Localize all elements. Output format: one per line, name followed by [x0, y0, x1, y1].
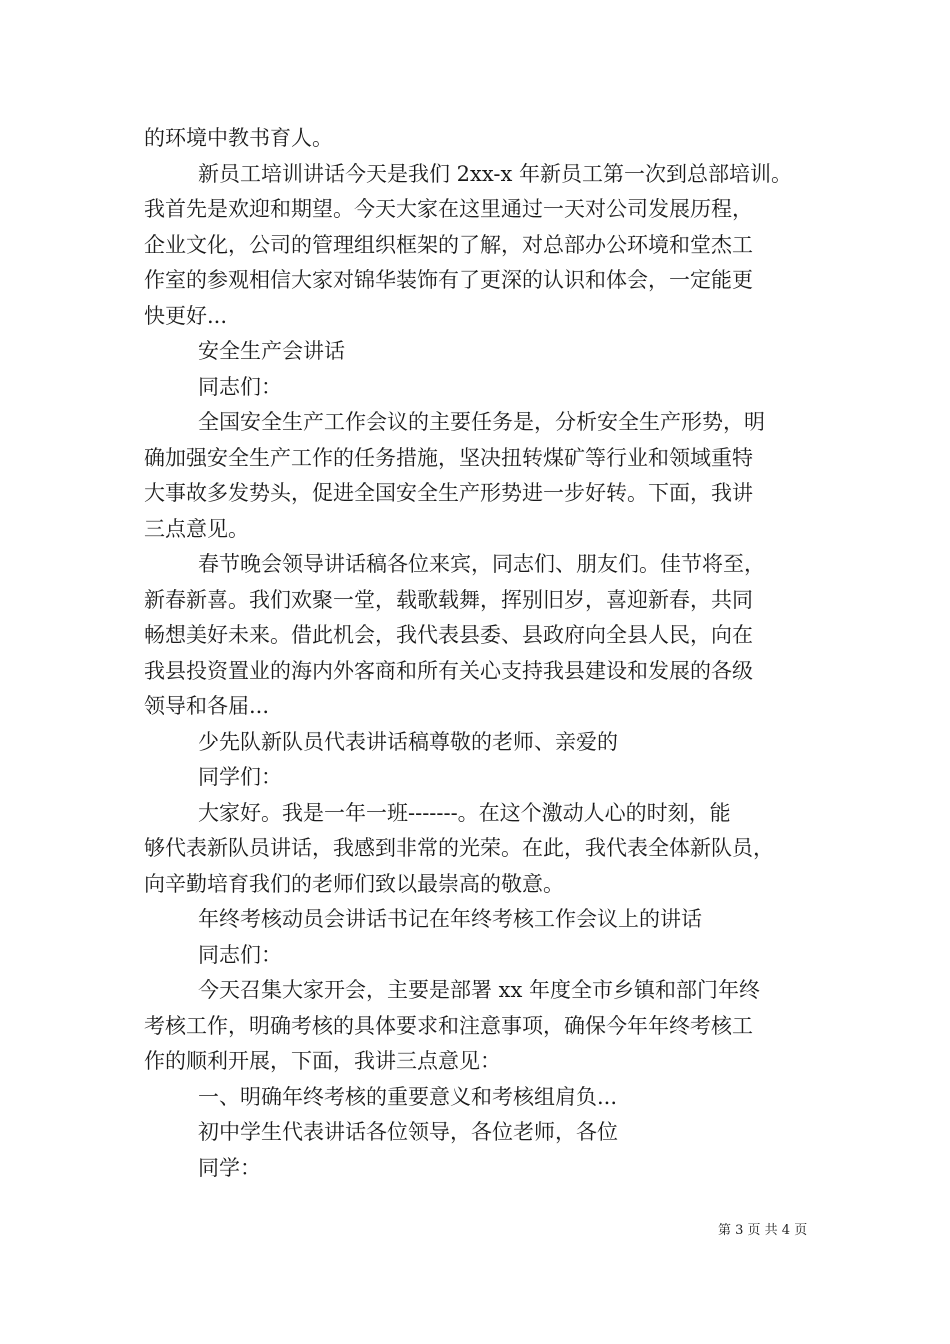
text-line: 作的顺利开展，下面，我讲三点意见：	[144, 1049, 501, 1073]
text-line: 考核工作，明确考核的具体要求和注意事项，确保今年年终考核工	[144, 1013, 753, 1038]
text-line: 作室的参观相信大家对锦华装饰有了更深的认识和体会，一定能更	[144, 268, 753, 292]
text-line: 领导和各届...	[144, 694, 270, 718]
text-line: 企业文化，公司的管理组织框架的了解，对总部办公环境和堂杰工	[144, 232, 753, 257]
text-line: 向辛勤培育我们的老师们致以最崇高的敬意。	[144, 871, 564, 896]
text-line: 全国安全生产工作会议的主要任务是，分析安全生产形势，明	[198, 410, 765, 434]
text-line: 三点意见。	[144, 516, 249, 541]
text-line: 大家好。我是一年一班-------。在这个激动人心的时刻，能	[198, 800, 731, 825]
text-line: 我县投资置业的海内外客商和所有关心支持我县建设和发展的各级	[144, 658, 753, 683]
text-line: 我首先是欢迎和期望。今天大家在这里通过一天对公司发展历程，	[144, 197, 753, 221]
document-body	[144, 121, 834, 1186]
text-line: 同志们：	[198, 942, 282, 967]
text-line: 同志们：	[198, 374, 282, 399]
text-line: 确加强安全生产工作的任务措施，坚决扭转煤矿等行业和领域重特	[144, 445, 753, 470]
text-line: 新春新喜。我们欢聚一堂，载歌载舞，挥别旧岁，喜迎新春，共同	[144, 587, 753, 612]
text-line: 同学：	[198, 1155, 261, 1180]
text-line: 初中学生代表讲话各位领导，各位老师，各位	[198, 1120, 618, 1144]
text-line: 的环境中教书育人。	[144, 126, 333, 150]
text-line: 年终考核动员会讲话书记在年终考核工作会议上的讲话	[198, 907, 702, 931]
text-line: 快更好...	[144, 303, 228, 328]
text-line: 安全生产会讲话	[198, 339, 345, 363]
text-line: 今天召集大家开会，主要是部署 xx 年度全市乡镇和部门年终	[198, 978, 761, 1002]
text-line: 一、明确年终考核的重要意义和考核组肩负...	[198, 1084, 618, 1109]
text-line: 同学们：	[198, 765, 282, 789]
page-number: 第 3 页 共 4 页	[718, 1223, 808, 1238]
text-line: 春节晚会领导讲话稿各位来宾，同志们、朋友们。佳节将至，	[198, 552, 765, 576]
text-line: 够代表新队员讲话，我感到非常的光荣。在此，我代表全体新队员，	[144, 836, 774, 860]
text-line: 大事故多发势头，促进全国安全生产形势进一步好转。下面，我讲	[144, 481, 753, 505]
text-line: 畅想美好未来。借此机会，我代表县委、县政府向全县人民，向在	[144, 623, 753, 647]
text-line: 新员工培训讲话今天是我们 2xx-x 年新员工第一次到总部培训。	[198, 161, 792, 186]
text-line: 少先队新队员代表讲话稿尊敬的老师、亲爱的	[198, 729, 618, 754]
